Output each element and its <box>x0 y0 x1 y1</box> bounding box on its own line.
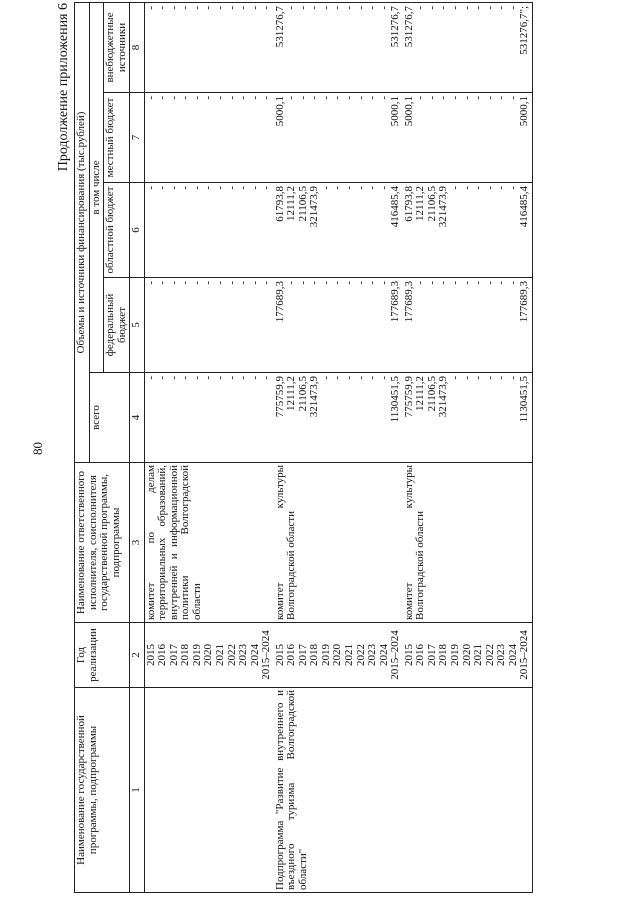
local-cell: - - - - - - - - - - - <box>144 93 274 183</box>
page-number: 80 <box>30 442 45 455</box>
column-numbers-row <box>130 2 145 892</box>
col-number: 3 <box>130 463 145 623</box>
header-total: всего <box>89 373 130 463</box>
col-number: 7 <box>130 93 145 183</box>
header-year: Год реализации <box>75 623 130 688</box>
regional-cell: - - - - - - - - - - - <box>144 183 274 278</box>
federal-cell: 177689,3 - - - - - - - - - 177689,3 <box>403 278 533 373</box>
regional-cell: 61793,8 12111,2 21106,5 321473,9 - - - - - - 416485,4 <box>403 183 533 278</box>
header-program-name: Наименование государственной программы, подпрограммы <box>75 688 130 893</box>
table-row <box>403 2 533 892</box>
years-cell: 2015 2016 2017 2018 2019 2020 2021 2022 2023 2024 2015–2024 <box>403 623 533 688</box>
years-cell: 2015 2016 2017 2018 2019 2020 2021 2022 2023 2024 2015–2024 <box>144 623 274 688</box>
table-row <box>274 2 403 892</box>
col-number: 6 <box>130 183 145 278</box>
executor-cell: комитет культуры Волгоградской области <box>274 463 403 623</box>
extra-cell: 531276,7 - - - - - - - - - 531276,7 <box>274 2 403 92</box>
table-header <box>75 2 145 892</box>
header-federal: федеральный бюджет <box>104 278 130 373</box>
total-cell: - - - - - - - - - - - <box>144 373 274 463</box>
extra-cell: 531276,7 - - - - - - - - - 531276,7"; <box>403 2 533 92</box>
local-cell: 5000,1 - - - - - - - - - 5000,1 <box>403 93 533 183</box>
regional-cell: 61793,8 12111,2 21106,5 321473,9 - - - - - - 416485,4 <box>274 183 403 278</box>
col-number: 2 <box>130 623 145 688</box>
col-number: 5 <box>130 278 145 373</box>
header-including: в том числе <box>89 2 104 372</box>
program-name-cell: Подпрограмма "Развитие внутреннего и въездного туризма Волгоградской области" <box>274 688 403 893</box>
table-row <box>144 2 274 892</box>
extra-cell: - - - - - - - - - - - <box>144 2 274 92</box>
col-number: 1 <box>130 688 145 893</box>
header-executor: Наименование ответственного исполнителя, соисполнителя государственной программы, подпрограммы <box>75 463 130 623</box>
header-regional: областной бюджет <box>104 183 130 278</box>
program-name-cell <box>403 688 533 893</box>
federal-cell: 177689,3 - - - - - - - - - 177689,3 <box>274 278 403 373</box>
col-number: 8 <box>130 2 145 92</box>
col-number: 4 <box>130 373 145 463</box>
total-cell: 775759,9 12111,2 21106,5 321473,9 - - - - - - 1130451,5 <box>403 373 533 463</box>
continuation-caption: Продолжение приложения 6 <box>56 3 71 172</box>
total-cell: 775759,9 12111,2 21106,5 321473,9 - - - - - - 1130451,5 <box>274 373 403 463</box>
rotated-page <box>56 3 616 893</box>
executor-cell: комитет по делам территориальных образований, внутренней и информационной политики Волгоградской области <box>144 463 274 623</box>
funding-table <box>74 2 533 893</box>
header-funding: Объемы и источники финансирования (тыс.рублей) <box>75 2 90 462</box>
program-name-cell <box>144 688 274 893</box>
executor-cell: комитет культуры Волгоградской области <box>403 463 533 623</box>
header-local: местный бюджет <box>104 93 130 183</box>
years-cell: 2015 2016 2017 2018 2019 2020 2021 2022 2023 2024 2015–2024 <box>274 623 403 688</box>
local-cell: 5000,1 - - - - - - - - - 5000,1 <box>274 93 403 183</box>
federal-cell: - - - - - - - - - - - <box>144 278 274 373</box>
header-extra: внебюджетные источники <box>104 2 130 92</box>
